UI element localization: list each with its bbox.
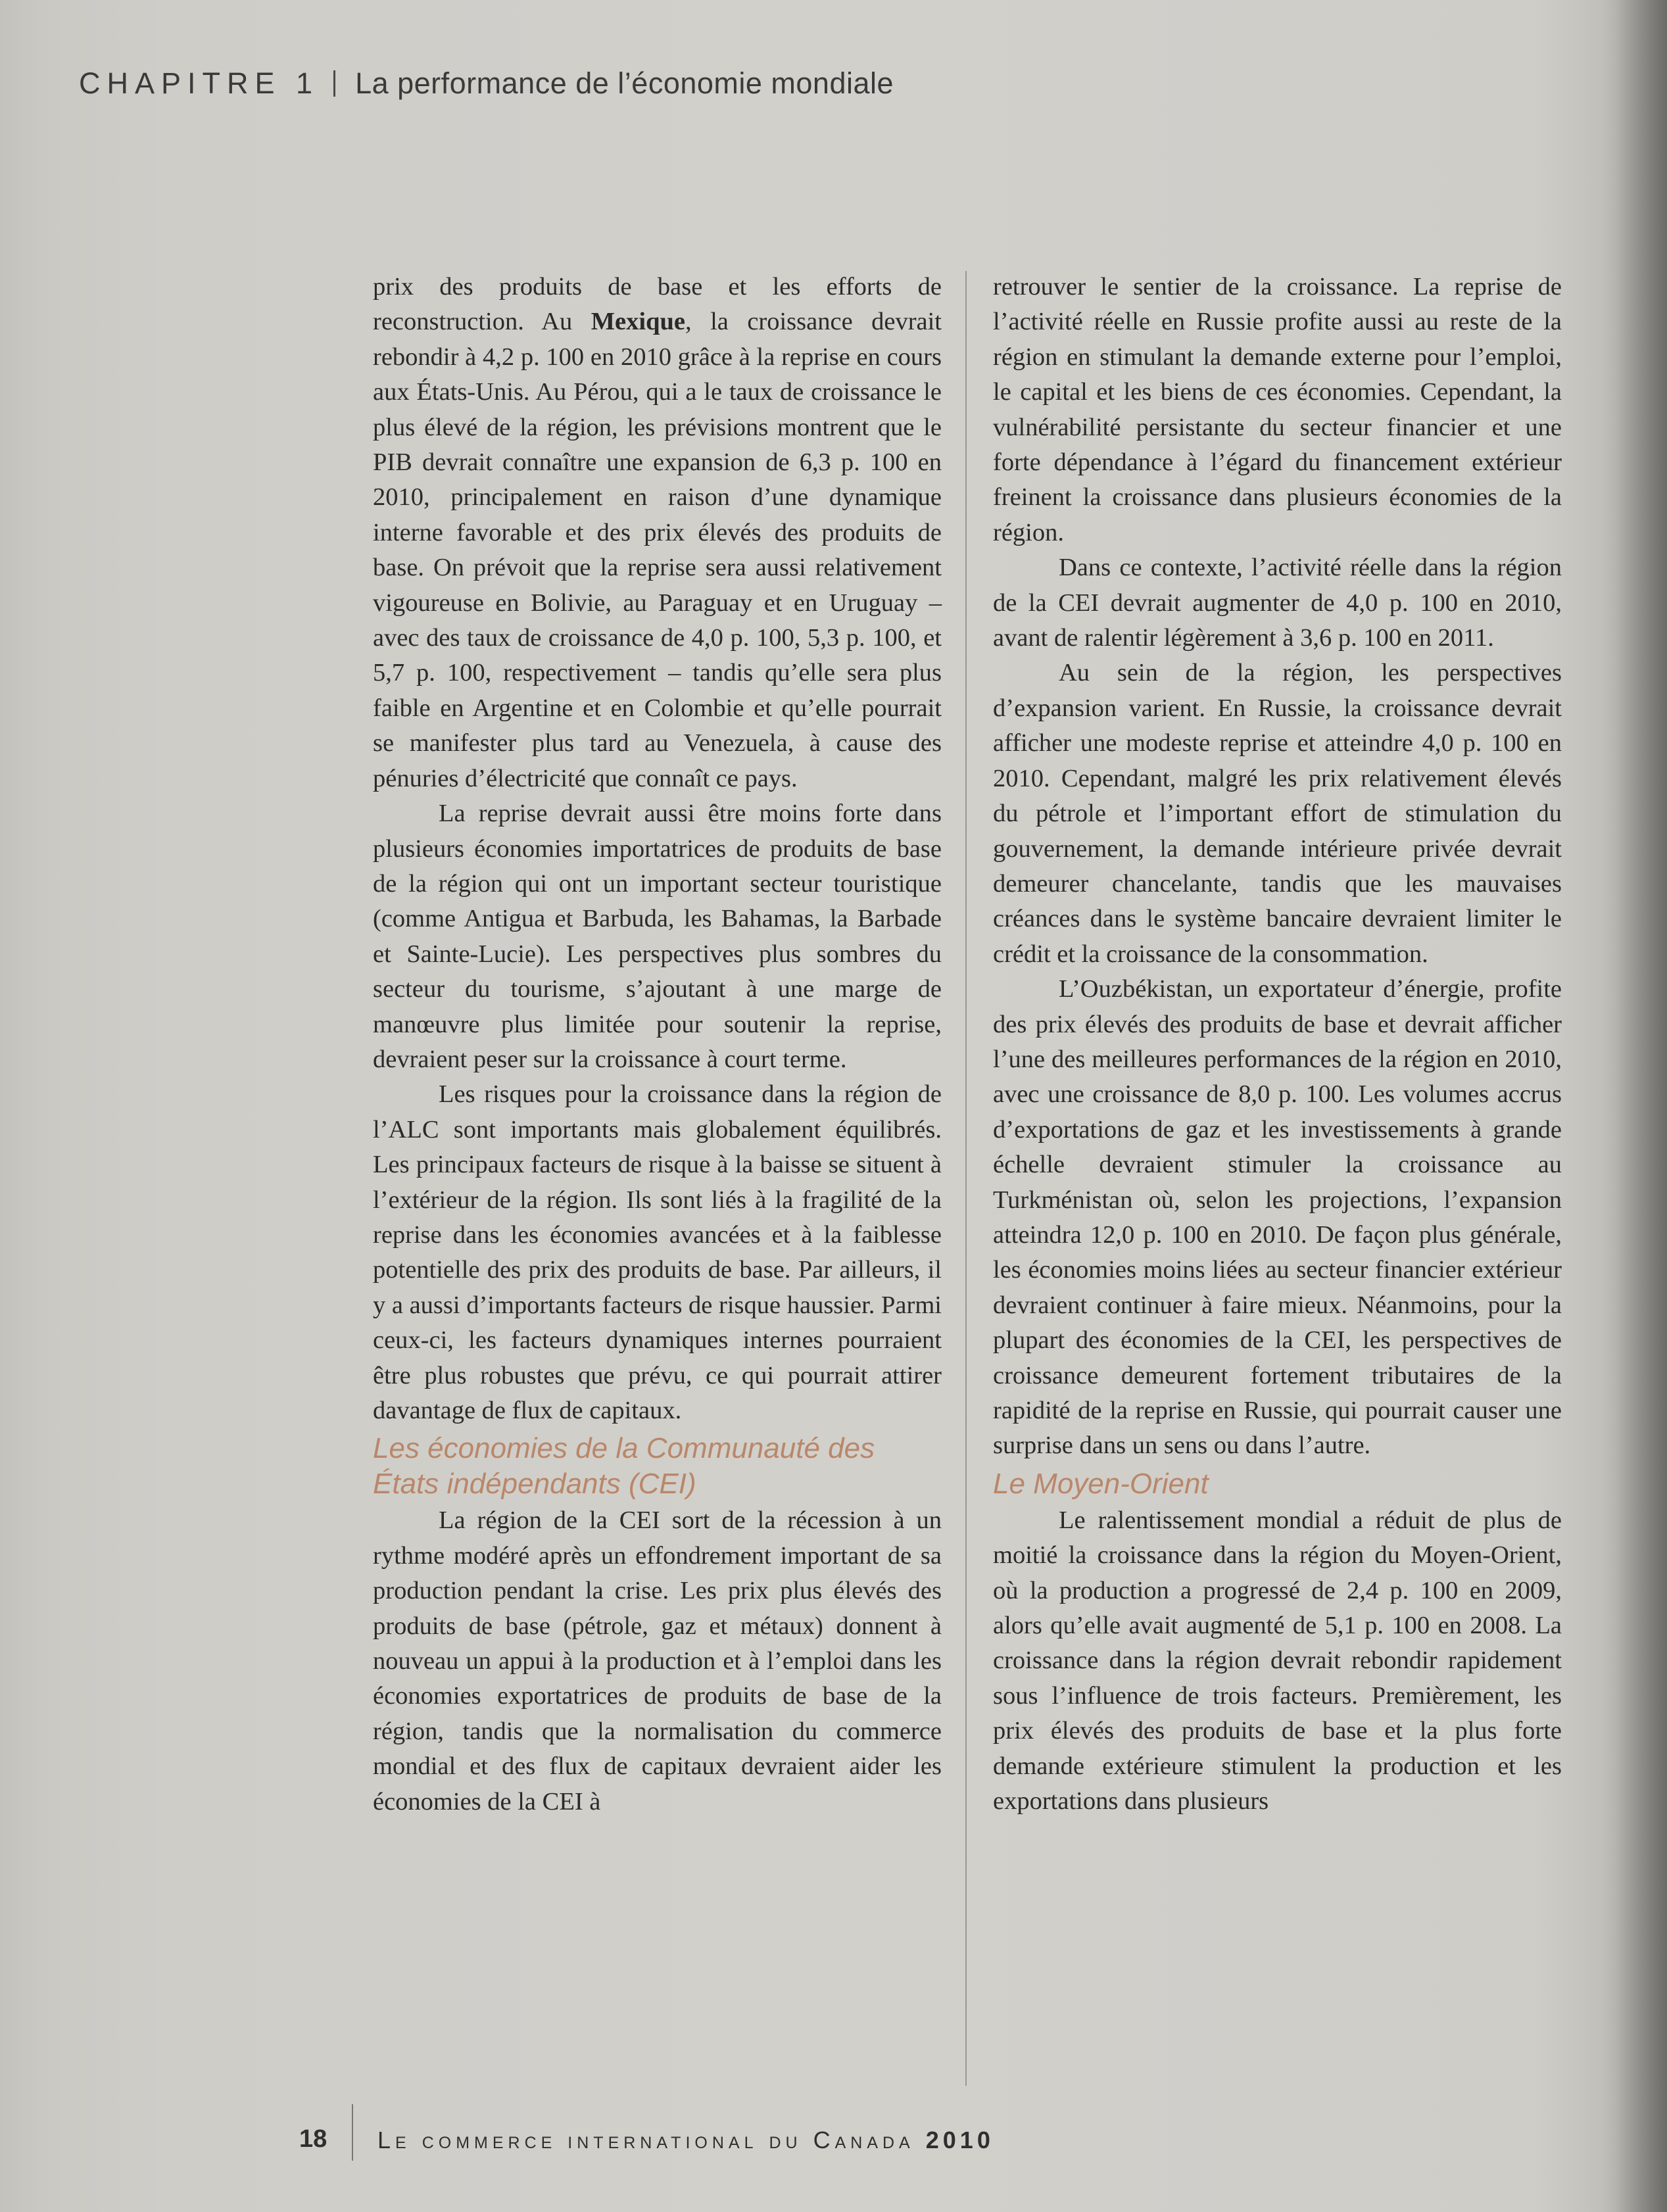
bold-term: Mexique (591, 308, 685, 336)
paragraph: retrouver le sentier de la croissance. La reprise de l’activité réelle en Russie profite aussi au reste de la région en stimulant la demande externe pour l’emploi, le capital et les biens de ces économies. Cependant, la vulnérabilité persistante du secteur financier et une forte dépendance à l’égard du financement extérieur freinent la croissance dans plusieurs économies de la région. (993, 273, 1562, 546)
page-edge-shadow (1614, 0, 1667, 2212)
paragraph: Dans ce contexte, l’activité réelle dans la région de la CEI devrait augmenter de 4,0 p. 100 en 2010, avant de ralentir légèrement à 3,6 p. 100 en 2011. (993, 554, 1562, 652)
paragraph: L’Ouzbékistan, un exportateur d’énergie, profite des prix élevés des produits de base et devrait afficher l’une des meilleures performances de la région en 2010, avec une croissance de 8,0 p. 100. Les volumes accrus d’exportations de gaz et les investissements à grande échelle devraient stimuler la croissance au Turkménistan où, selon les projections, l’expansion atteindra 12,0 p. 100 en 2010. De façon plus générale, les économies moins liées au secteur financier extérieur devraient continuer à faire mieux. Néanmoins, pour la plupart des économies de la CEI, les perspectives de croissance demeurent fortement tributaires de la rapidité de la reprise en Russie, qui pourrait causer une surprise dans un sens ou dans l’autre. (993, 975, 1562, 1460)
left-column (373, 270, 942, 1819)
chapter-title: La performance de l’économie mondiale (355, 66, 894, 100)
paragraph: Le ralentissement mondial a réduit de plus de moitié la croissance dans la région du Moyen-Orient, où la production a progressé de 2,4 p. 100 en 2009, alors qu’elle avait augmenté de 5,1 p. 100 en 2008. La croissance dans la région devrait rebondir rapidement sous l’influence de trois facteurs. Premièrement, les prix élevés des produits de base et la plus forte demande extérieure stimulent la production et les exportations dans plusieurs (993, 1506, 1562, 1815)
right-column (993, 270, 1562, 1819)
paragraph-text: , la croissance devrait rebondir à 4,2 p. 100 en 2010 grâce à la reprise en cours aux États-Unis. Au Pérou, qui a le taux de croissance le plus élevé de la région, les prévisions montrent que le PIB devrait connaître une expansion de 6,3 p. 100 en 2010, principalement en raison d’une dynamique interne favorable et des prix élevés des produits de base. On prévoit que la reprise sera aussi relativement vigoureuse en Bolivie, au Paraguay et en Uruguay – avec des taux de croissance de 4,0 p. 100, 5,3 p. 100, et 5,7 p. 100, respectivement – tandis qu’elle sera plus faible en Argentine et en Colombie et qu’elle pourrait se manifester plus tard au Venezuela, à cause des pénuries d’électricité que connaît ce pays. (373, 308, 942, 792)
page-number: 18 (299, 2125, 327, 2153)
paragraph (373, 270, 942, 796)
footer-separator (352, 2104, 353, 2161)
chapter-label: CHAPITRE 1 (79, 66, 320, 100)
section-heading-moyen-orient: Le Moyen-Orient (993, 1467, 1209, 1500)
paragraph-text: prix des produits de base et les efforts de reconstruction. Au (373, 273, 942, 336)
column-divider (965, 271, 967, 2086)
paragraph: La région de la CEI sort de la récession à un rythme modéré après un effondrement important de sa production pendant la crise. Les prix plus élevés des produits de base (pétrole, gaz et métaux) donnent à nouveau un appui à la production et à l’emploi dans les économies exportatrices de produits de base de la région, tandis que la normalisation du commerce mondial et des flux de capitaux devraient aider les économies de la CEI à (373, 1506, 942, 1815)
section-heading-cei: Les économies de la Communauté des États indépendants (CEI) (373, 1432, 875, 1501)
paragraph: La reprise devrait aussi être moins forte dans plusieurs économies importatrices de produits de base de la région qui ont un important secteur touristique (comme Antigua et Barbuda, les Bahamas, la Barbade et Sainte-Lucie). Les perspectives plus sombres du secteur du tourisme, s’ajoutant à une marge de manœuvre plus limitée pour soutenir la reprise, devraient peser sur la croissance à court terme. (373, 800, 942, 1073)
publication-name: Le commerce international du Canada (377, 2127, 915, 2153)
paragraph: Au sein de la région, les perspectives d’expansion varient. En Russie, la croissance devrait afficher une modeste reprise et atteindre 4,0 p. 100 en 2010. Cependant, malgré les prix relativement élevés du pétrole et l’important effort de stimulation du gouvernement, la demande intérieure privée devrait demeurer chancelante, tandis que les mauvaises créances dans le système bancaire devraient limiter le crédit et la croissance de la consommation. (993, 659, 1562, 968)
paragraph: Les risques pour la croissance dans la région de l’ALC sont importants mais globalement équilibrés. Les principaux facteurs de risque à la baisse se situent à l’extérieur de la région. Ils sont liés à la fragilité de la reprise dans les économies avancées et à la faiblesse potentielle des prix des produits de base. Par ailleurs, il y a aussi d’importants facteurs de risque haussier. Parmi ceux-ci, les facteurs dynamiques internes pourraient être plus robustes que prévu, ce qui pourrait attirer davantage de flux de capitaux. (373, 1080, 942, 1424)
publication-year: 2010 (925, 2127, 994, 2153)
page-footer (0, 2119, 1667, 2165)
running-head (79, 60, 894, 107)
publication-title (377, 2127, 994, 2154)
header-separator (333, 70, 335, 97)
